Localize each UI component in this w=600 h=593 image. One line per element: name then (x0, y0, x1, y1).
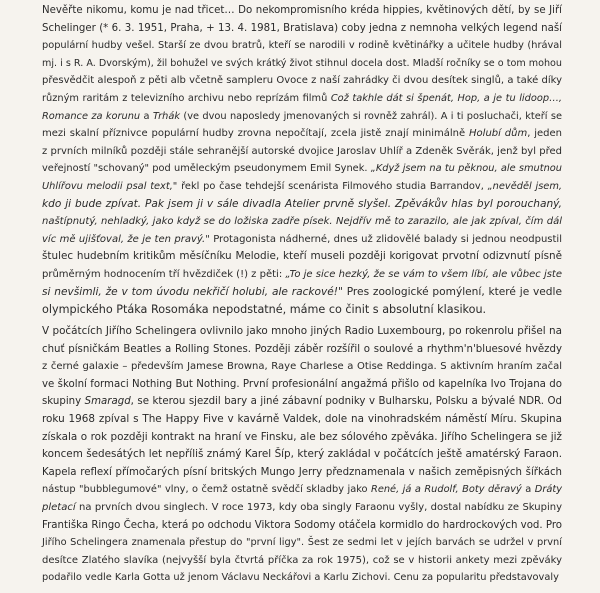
text-span: veřejností "schovaný" pod uměleckým pseudonymem Emil Synek. (42, 163, 371, 175)
text-span: koncem šedesátých let nepříliš známý Karel Šíp, který zakládal v počátcích ještě amatérský Faraon. (42, 448, 562, 461)
text-span: Romance za korunu (42, 110, 141, 122)
text-line (42, 55, 562, 73)
text-span: získala o rok později kontrakt na hraní ve Finsku, ale bez sólového zpěváka. Jiřího Schelingera se již (42, 430, 562, 443)
text-line (42, 301, 562, 319)
text-line (42, 90, 562, 108)
text-span: , se kterou sjezdil bary a jiné zábavní podniky v Bulharsku, Polsku a bývalé NDR. Od (130, 396, 563, 408)
text-line (42, 376, 562, 394)
text-line (42, 231, 562, 249)
text-line (42, 72, 562, 90)
text-line (42, 429, 562, 447)
text-line (42, 464, 562, 482)
text-span: průměrným hodnocením tří hvězdiček (!) z pěti: (42, 268, 286, 280)
text-span: Uhlířovu melodii psal text," (42, 180, 178, 192)
paragraph-1 (42, 2, 562, 319)
text-span: Nevěřte nikomu, komu je nad třicet… Do nekompromisního kréda hippies, květinových dětí, by se Jiří (42, 5, 562, 16)
text-span: Smaragd (84, 396, 131, 408)
text-span: Františka Ringo Čecha, která po odchodu Viktora Sodomy otáčela kormidlo do hardrockových vod. Pro (42, 519, 563, 531)
text-line (42, 481, 562, 499)
text-span: a (521, 484, 535, 496)
text-span: desítce Zlatého slavíka (nejvyšší byla čtvrtá příčka za rok 1975), což se v historii ankety mezi zpěváky (42, 554, 562, 566)
text-span: René, já a Rudolf, Boty děravý (371, 484, 522, 496)
text-span: řekl po čase tehdejší scenárista Filmového studia Barrandov, (177, 180, 488, 192)
text-line (42, 20, 562, 38)
text-line (42, 499, 562, 517)
text-line (42, 284, 562, 302)
text-line (42, 125, 562, 143)
text-span: Jiřího Schelingera znamenala přestup do "první ligy". Šest ze sedmi let v jejích barvách se udržel v první (42, 537, 562, 549)
text-span: různým raritám z televizního archivu nebo reprízám filmů (42, 92, 331, 104)
text-span: ve školní formaci Nothing But Nothing. První profesionální angažmá přišlo od kapelníka Ivo Trojana do (42, 378, 562, 390)
text-span: roku 1968 zpíval s The Happy Five v kavárně Valdek, dole na vinohradském náměstí Míru. Skupina (42, 412, 562, 425)
text-span: Což takhle dát si špenát, Hop, a je tu lidoop…, (330, 92, 562, 104)
text-line (42, 160, 562, 178)
text-span: (ve dvou naposledy jmenovaných si rovněž zahrál). A i ti posluchači, kteří se (180, 110, 563, 122)
text-line (42, 552, 562, 570)
text-span: mj. i s R. A. Dvorským), žil bohužel ve svých krátký život stihnul docela dost. Mladší ročníky se o tom mohou (42, 57, 562, 69)
text-span: Schelinger (* 6. 3. 1951, Praha, + 13. 4. 1981, Bratislava) coby jedna z nemnoha velkých legend naší (42, 22, 562, 34)
text-line (42, 411, 562, 429)
text-span: kdo ji bude zpívat. Pak jsem ji v sále divadla Atelier prvně slyšel. Zpěvákův hlas byl porouchaný, (42, 197, 562, 210)
text-span: Holubí dům (469, 128, 528, 140)
text-line (42, 143, 562, 161)
text-span: olympického Ptáka Rosomáka nepodstatné, máme co činit s absolutní klasikou. (42, 303, 487, 317)
text-span: „Když jsem na tu pěknou, ale smutnou (370, 163, 562, 175)
text-span: si nevšimli, že v tom úvodu nekřičí holubi, ale rackové!" (42, 285, 343, 298)
text-line (42, 569, 562, 587)
text-line (42, 196, 562, 214)
text-line (42, 341, 562, 359)
text-span: podařilo vedle Karla Gotta už jenom Václavu Neckářovi a Karlu Zichovi. Cenu za popularitu představovaly (42, 572, 559, 584)
text-span: z černé galaxie – především Jamese Browna, Raye Charlese a Otise Reddinga. S aktivním hraním začal (42, 361, 562, 373)
text-span: naštípnutý, nehladký, jako když se do ložiska zadře písek. Nejdřív mě to zarazilo, ale jak zpíval, čím dál (42, 216, 562, 228)
paragraph-2 (42, 323, 562, 587)
text-span: štulec hudebním kritikům měsíčníku Melodie, kteří museli později korigovat prvotní odizvnutí písně (42, 250, 562, 263)
text-line (42, 517, 562, 535)
text-span: V počátcích Jiřího Schelingera ovlivnilo jako mnoho jiných Radio Luxembourg, po rokenrolu přišel na (42, 325, 562, 337)
text-line (42, 266, 562, 284)
text-span: Trhák (152, 110, 181, 122)
text-span: z prvních milníků později stále sehranější autorské dvojice Jaroslav Uhlíř a Zdeněk Svěrák, jenž byl před (42, 145, 562, 157)
text-span: nástup "bubblegumové" vlny, o čemž ostatně svědčí skladby jako (42, 484, 372, 496)
text-line (42, 108, 562, 126)
text-line (42, 446, 562, 464)
text-line (42, 248, 562, 266)
text-span: chuť písničkám Beatles a Rolling Stones. Později záběr rozšířil o soulové a rhythm'n'bluesové hvězdy (42, 343, 562, 355)
text-span: populární hudby vešel. Starší ze dvou bratrů, kteří se narodili v rodině květinářky a učitele hudby (hrával (42, 40, 562, 52)
text-line (42, 178, 562, 196)
text-span: skupiny (42, 396, 85, 408)
text-line (42, 2, 562, 20)
text-line (42, 534, 562, 552)
text-span: víc mě ujišťoval, že je ten pravý." (42, 233, 210, 245)
text-span: a (140, 110, 153, 122)
text-span: mezi skalní příznivce populární hudby zrovna nepočítají, zcela jistě znají minimálně (42, 128, 470, 140)
text-span: , jeden (527, 128, 562, 140)
text-span: Dráty (534, 484, 563, 496)
text-line (42, 213, 562, 231)
text-span: na prvních dvou singlech. V roce 1973, kdy oba singly Faraonu vyšly, dostal nabídku ze Skupiny (75, 501, 562, 513)
text-span: „nevěděl jsem, (487, 180, 562, 192)
text-span: Protagonista nádherné, dnes už zlidovělé balady si jednou neodpustil (209, 233, 562, 245)
text-line (42, 323, 562, 341)
text-span: „To je sice hezký, že se vám to všem líbí, ale vůbec jste (285, 268, 563, 280)
text-line (42, 393, 562, 411)
text-span: pletací (42, 501, 76, 513)
text-span: přesvědčit alespoň z pěti alb včetně sampleru Ovoce z naší zahrádky či dvou desítek singlů, a také díky (42, 75, 562, 87)
text-span: Pres zoologické pomýlení, které je vedle (342, 285, 562, 298)
text-line (42, 37, 562, 55)
text-span: Kapela reflexí přímočarých písní britských Mungo Jerry předznamenala v našich zeměpisných šířkách (42, 466, 562, 478)
text-line (42, 358, 562, 376)
